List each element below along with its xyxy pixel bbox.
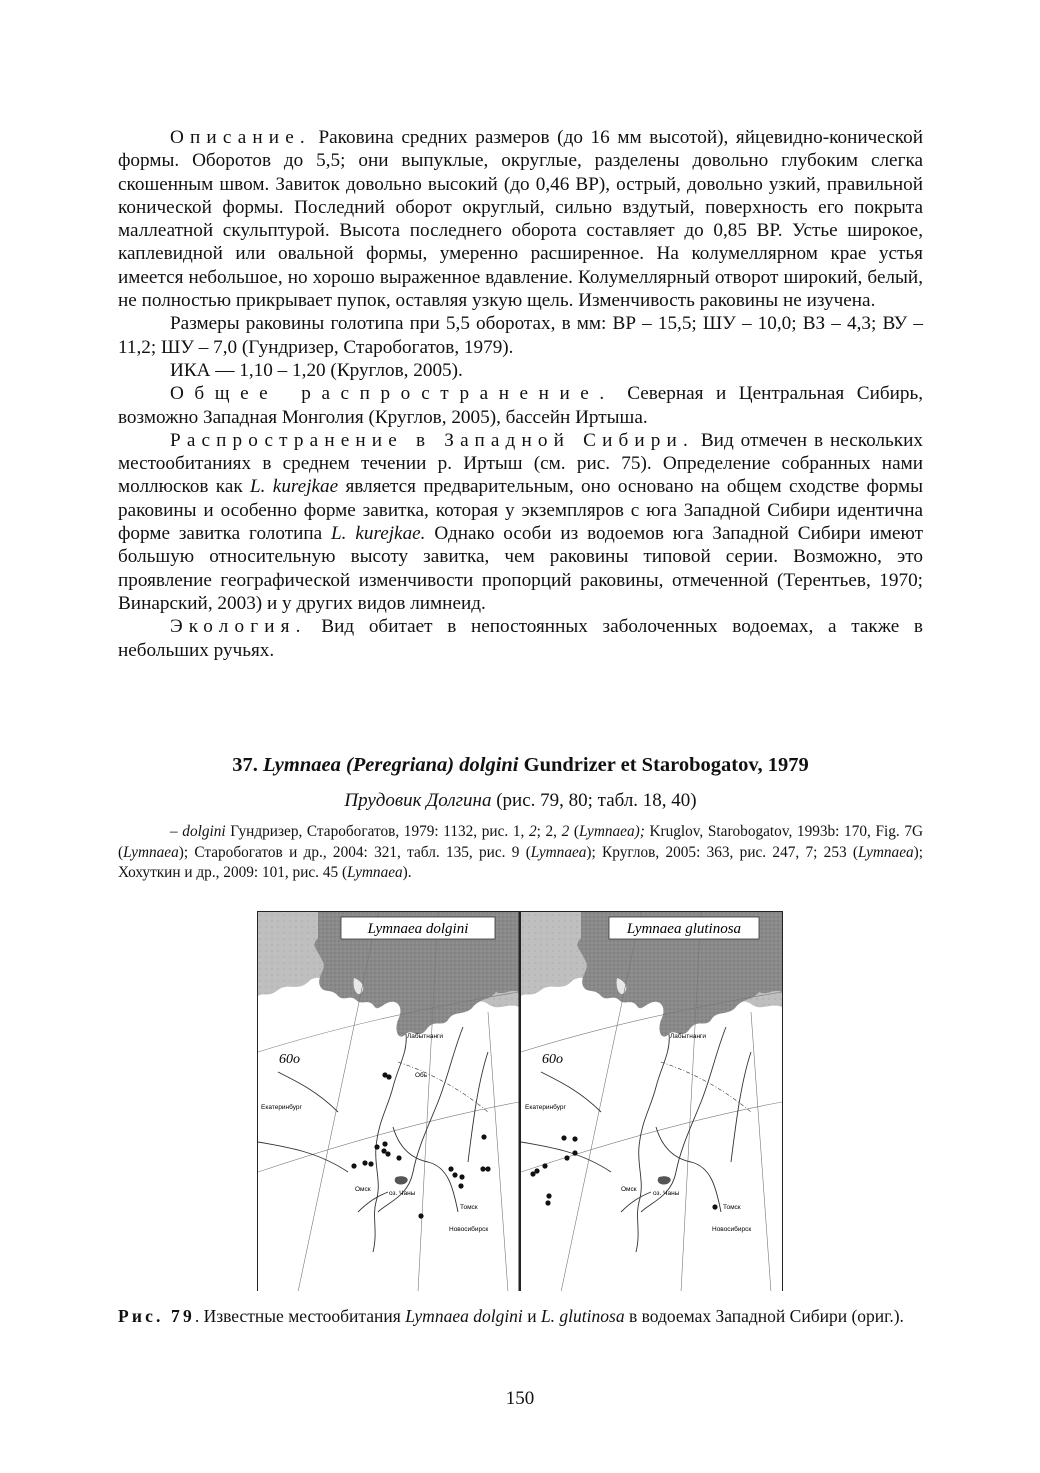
locality-dot <box>481 1134 486 1139</box>
figure-label: Рис. 79 <box>118 1306 195 1326</box>
figure-79-maps <box>257 911 783 1291</box>
locality-dot <box>374 1144 379 1149</box>
locality-dot <box>386 1074 391 1079</box>
synonymy-italic-fragment: 2 <box>528 823 537 840</box>
caption-text-3: в водоемах Западной Сибири (ориг.). <box>624 1306 904 1326</box>
city-label: Томск <box>460 1204 478 1211</box>
common-name: Прудовик Долгина <box>344 790 492 811</box>
synonymy-fragment: ); Хохуткин и др., 2009: 101, рис. 45 ( <box>118 843 923 881</box>
description-text: Раковина средних размеров (до 16 мм высотой), яйцевидно-конической формы. Оборотов до 5,5; они выпуклые, округлые, разделены довольно глубоким слегка скошенным швом. Завиток довольно высокий (до 0,46 ВР), острый, довольно узкий, правильной конической формы. Последний оборот округлый, сильно вздутый, поверхность его покрыта маллеатной скульптурой. Высота последнего оборота составляет до 0,85 ВР. Устье широкое, каплевидной или овальной формы, умеренно расширенное. На колумеллярном крае устья имеется небольшое, но хорошо выраженное вдавление. Колумеллярный отворот широкий, белый, не полностью прикрывает пупок, оставляя узкую щель. Изменчивость раковины не изучена. <box>118 127 923 312</box>
general-distribution-text: Северная и Центральная Сибирь, возможно Западная Монголия (Круглов, 2005), бассейн Иртыша. <box>118 383 924 428</box>
synonymy-fragment: – <box>170 823 183 840</box>
city-label: оз. Чаны <box>389 1190 416 1197</box>
west-siberia-text-2: является предварительным, оно основано на общем сходстве формы раковины и особенно форме завитка, которая у экземпляров с юга Западной Сибири идентична форме завитка голотипа <box>118 476 924 545</box>
synonymy-italic-fragment: Lymnaea); <box>579 823 645 840</box>
synonymy-fragment: ). <box>402 864 412 881</box>
figure-caption <box>118 1305 923 1328</box>
synonymy-italic-fragment: Lymnaea <box>123 843 179 861</box>
city-label: Лабытнанги <box>407 1033 444 1040</box>
west-siberia-text-1: Вид отмечен в нескольких местообитаниях в среднем течении р. Иртыш (см. рис. 75). Определение собранных нами моллюсков как <box>118 429 923 498</box>
species-authors: Gundrizer et Starobogatov, 1979 <box>518 754 809 776</box>
locality-dot <box>542 1163 547 1168</box>
synonymy-italic-fragment: 2 <box>561 823 570 840</box>
latitude-label: 60o <box>542 1052 563 1067</box>
species-latin-name: Lymnaea (Peregriana) dolgini <box>263 754 519 776</box>
city-label: Екатеринбург <box>525 1104 566 1111</box>
locality-dot <box>572 1136 577 1141</box>
locality-dot <box>396 1155 401 1160</box>
locality-dot <box>561 1135 566 1140</box>
general-distribution-paragraph <box>118 382 923 429</box>
synonymy-fragment: ); Старобогатов и др., 2004: 321, табл. 135, рис. 9 ( <box>178 843 531 861</box>
caption-species-1: Lymnaea dolgini <box>405 1306 523 1326</box>
ecology-text: Вид обитает в непостоянных заболоченных водоемах, а также в небольших ручьях. <box>118 616 923 661</box>
general-distribution-heading: Общее распространение. <box>170 383 615 405</box>
locality-dot <box>385 1151 390 1156</box>
locality-dot <box>452 1172 457 1177</box>
west-siberia-distribution-paragraph <box>118 429 923 615</box>
synonymy-fragment: ( <box>569 823 579 840</box>
synonymy-italic-fragment: Lymnaea <box>530 843 587 861</box>
city-label: Новосибирск <box>449 1226 489 1233</box>
locality-dot <box>362 1160 367 1165</box>
caption-text-2: и <box>522 1306 541 1326</box>
left-map <box>258 912 519 1291</box>
species-name: L. kurejkae <box>250 476 339 498</box>
locality-dot <box>368 1161 373 1166</box>
right-map-title: Lymnaea glutinosa <box>626 921 742 937</box>
locality-dot <box>418 1213 423 1218</box>
description-section <box>118 126 923 662</box>
locality-dot <box>564 1155 569 1160</box>
common-name-line <box>118 789 923 813</box>
locality-dot <box>546 1193 551 1198</box>
locality-dot <box>382 1141 387 1146</box>
locality-dot <box>480 1166 485 1171</box>
river-label: Обь <box>415 1072 428 1079</box>
species-name: L. kurejkae. <box>331 523 426 545</box>
synonymy-fragment: ; 2, <box>536 823 562 840</box>
species-heading <box>118 752 923 778</box>
locality-dot <box>530 1171 535 1176</box>
synonymy-paragraph <box>118 822 923 884</box>
ecology-paragraph <box>118 615 923 662</box>
city-label: Омск <box>621 1186 637 1193</box>
locality-dot <box>712 1204 717 1209</box>
city-label: Новосибирск <box>712 1226 752 1233</box>
city-label: оз. Чаны <box>653 1190 680 1197</box>
ika-paragraph: ИКА — 1,10 – 1,20 (Круглов, 2005). <box>170 359 463 381</box>
synonymy-italic-fragment: Lymnaea <box>347 864 403 881</box>
description-heading: Описание. <box>170 127 311 148</box>
figure-svg <box>257 911 783 1291</box>
common-name-refs: (рис. 79, 80; табл. 18, 40) <box>491 790 697 811</box>
right-map <box>521 912 782 1291</box>
left-map-title: Lymnaea dolgini <box>367 921 469 937</box>
caption-species-2: L. glutinosa <box>540 1306 625 1326</box>
synonymy-fragment: ); Круглов, 2005: 363, рис. 247, 7; 253 ( <box>586 843 859 861</box>
synonymy-fragment: Kruglov, Starobogatov, 1993b: 170, Fig. 7G ( <box>118 823 924 861</box>
city-label: Екатеринбург <box>261 1104 302 1111</box>
locality-dot <box>545 1200 550 1205</box>
locality-dot <box>458 1183 463 1188</box>
ecology-heading: Экология. <box>170 616 307 638</box>
page-number: 150 <box>505 1388 535 1409</box>
latitude-label: 60o <box>279 1052 300 1067</box>
species-number: 37. <box>232 754 264 776</box>
description-paragraph <box>118 126 923 312</box>
synonymy-italic-fragment: Lymnaea <box>858 843 914 861</box>
measurements-paragraph: Размеры раковины голотипа при 5,5 оборотах, в мм: ВР – 15,5; ШУ – 10,0; ВЗ – 4,3; ВУ – 11,2; ШУ – 7,0 (Гундризер, Старобогатов, 1979). <box>118 313 923 358</box>
city-label: Омск <box>355 1186 371 1193</box>
locality-dot <box>448 1166 453 1171</box>
locality-dot <box>351 1163 356 1168</box>
caption-text-1: . Известные местообитания <box>194 1306 406 1326</box>
city-label: Лабытнанги <box>670 1033 707 1040</box>
locality-dot <box>485 1166 490 1171</box>
synonymy-italic-fragment: dolgini <box>182 823 226 840</box>
city-label: Томск <box>723 1204 741 1211</box>
west-siberia-text-3: Однако особи из водоемов юга Западной Сибири имеют большую относительную высоту завитка, чем раковины типовой серии. Возможно, это проявление географической изменчивости пропорций раковины, отмеченной (Терентьев, 1970; Винарский, 2003) и у других видов лимнеид. <box>118 523 923 614</box>
west-siberia-heading: Распространение в Западной Сибири. <box>170 429 694 451</box>
locality-dot <box>459 1174 464 1179</box>
synonymy-fragment: Гундризер, Старобогатов, 1979: 1132, рис. 1, <box>225 823 529 840</box>
locality-dot <box>572 1150 577 1155</box>
